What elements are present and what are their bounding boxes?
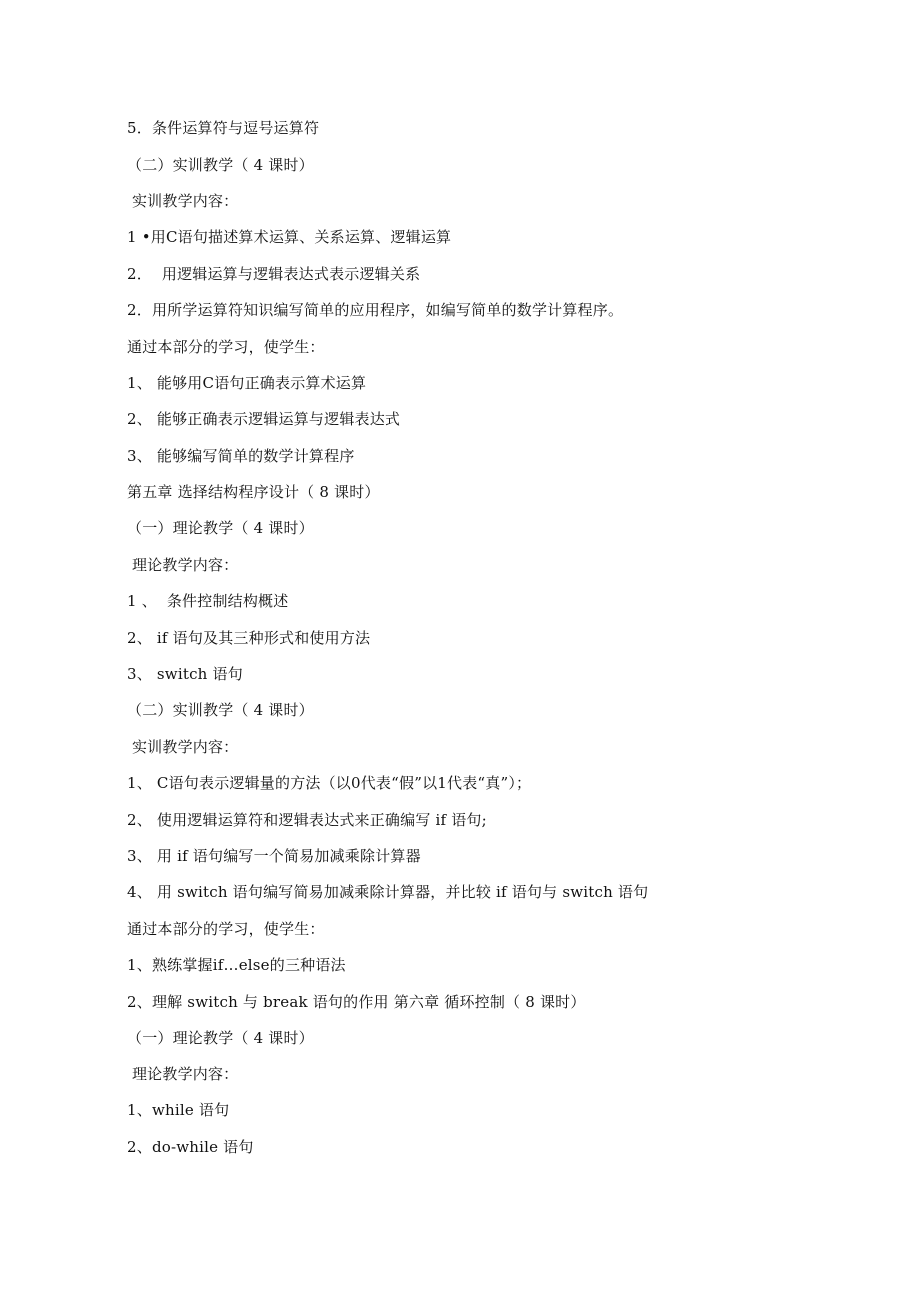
text-line: 1、 C语句表示逻辑量的方法（以0代表“假”以1代表“真”）； xyxy=(127,774,532,792)
text-line: 1 、 条件控制结构概述 xyxy=(127,592,289,610)
text-line: 通过本部分的学习，使学生： xyxy=(127,338,325,356)
text-line: 2、理解 switch 与 break 语句的作用 第六章 循环控制（ 8 课时） xyxy=(127,993,586,1011)
text-line: 2、 使用逻辑运算符和逻辑表达式来正确编写 if 语句; xyxy=(127,811,487,829)
text-line: 理论教学内容： xyxy=(127,1065,239,1083)
text-line: 2． 用逻辑运算与逻辑表达式表示逻辑关系 xyxy=(127,265,421,283)
text-line: 2、 if 语句及其三种形式和使用方法 xyxy=(127,629,371,647)
chapter-heading: 第五章 选择结构程序设计（ 8 课时） xyxy=(127,483,380,501)
text-line: 3、 switch 语句 xyxy=(127,665,243,683)
text-line: （二）实训教学（ 4 课时） xyxy=(127,701,314,719)
text-line: 1、熟练掌握if…else的三种语法 xyxy=(127,956,346,974)
text-line: 1、 能够用C语句正确表示算术运算 xyxy=(127,374,367,392)
text-line: 1、while 语句 xyxy=(127,1101,230,1119)
text-line: 理论教学内容： xyxy=(127,556,239,574)
text-line: 2、 能够正确表示逻辑运算与逻辑表达式 xyxy=(127,410,401,428)
text-line: 实训教学内容： xyxy=(127,192,239,210)
text-line: 2．用所学运算符知识编写简单的应用程序，如编写简单的数学计算程序。 xyxy=(127,301,624,319)
text-line: （一）理论教学（ 4 课时） xyxy=(127,519,314,537)
text-line: 1 •用C语句描述算术运算、关系运算、逻辑运算 xyxy=(127,228,452,246)
text-line: （一）理论教学（ 4 课时） xyxy=(127,1029,314,1047)
text-line: 通过本部分的学习，使学生： xyxy=(127,920,325,938)
text-line: 2、do-while 语句 xyxy=(127,1138,254,1156)
text-line: （二）实训教学（ 4 课时） xyxy=(127,156,314,174)
text-line: 5．条件运算符与逗号运算符 xyxy=(127,119,320,137)
text-line: 3、 用 if 语句编写一个简易加减乘除计算器 xyxy=(127,847,421,865)
text-line: 4、 用 switch 语句编写简易加减乘除计算器，并比较 if 语句与 switch 语句 xyxy=(127,883,649,901)
text-line: 3、 能够编写简单的数学计算程序 xyxy=(127,447,355,465)
text-line: 实训教学内容： xyxy=(127,738,239,756)
